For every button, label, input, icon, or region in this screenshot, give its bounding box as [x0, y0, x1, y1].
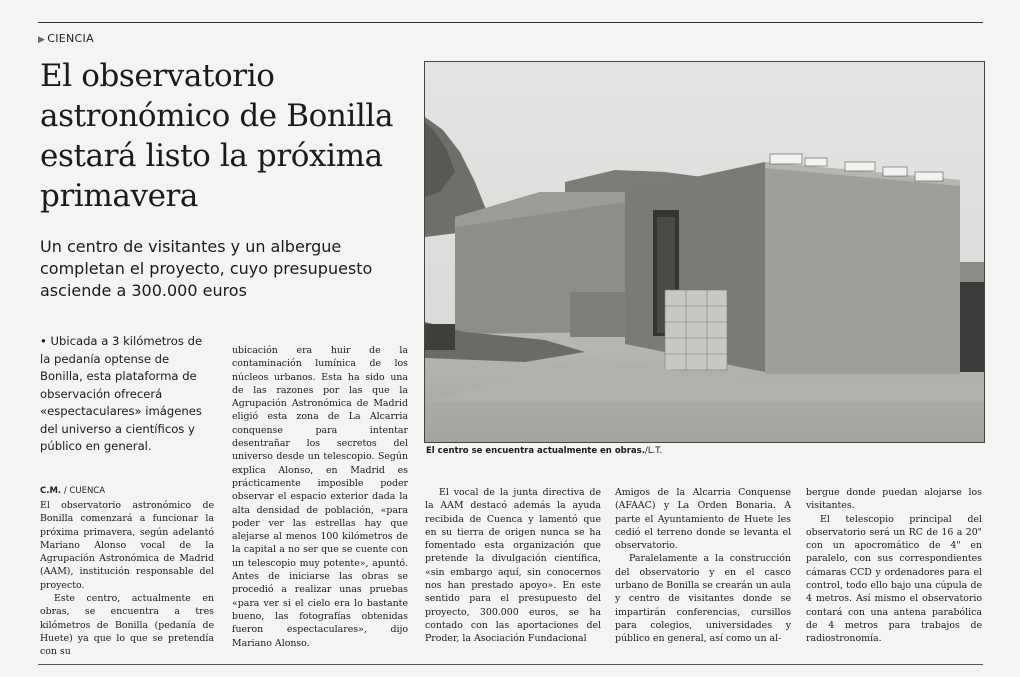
column-2-paragraph-1: ubicación era huir de la contaminación lumínica de los núcleos urbanos. Esta ha sido una de las razones por las que la Agrupación Astronómica de Madrid eligió esta zona de La Alcarria conquense para intentar desentrañar los secretos del universo desde un telescopio. Según explica Alonso, en Madrid es prácticamente imposible poder observar el espacio exterior dada la alta densidad de población, «para poder ver las estrellas hay que alejarse al menos 100 kilómetros de la capital a no ser que se cuente con un telescopio muy potente», apuntó. Antes de iniciarse las obras se procedió a realizar unas pruebas «para ver si el cielo era lo bastante bueno, las fotografías obtenidas fueron espectaculares», dijo Mariano Alonso. — [232, 345, 408, 649]
byline-location: / CUENCA — [63, 486, 106, 496]
byline — [40, 486, 105, 496]
article-column-2 — [232, 344, 408, 650]
photo-caption-text: El centro se encuentra actualmente en obras. — [426, 446, 645, 456]
vehicle-edge — [960, 282, 984, 372]
bottom-rule — [38, 664, 983, 665]
building-lower-block — [570, 292, 625, 337]
byline-author: C.M. — [40, 486, 62, 496]
building-photo-illustration — [425, 62, 984, 442]
photo-caption — [426, 446, 982, 456]
column-1-paragraph-1: El observatorio astronómico de Bonilla comenzará a funcionar la próxima primavera, según adelantó Mariano Alonso vocal de la Agrupación Astronómica de Madrid (AAM), institución responsable del proyecto. — [40, 500, 214, 591]
article-column-1 — [40, 499, 214, 659]
section-name: CIENCIA — [47, 32, 94, 45]
photo-credit: /L.T. — [644, 446, 663, 456]
building-photo — [424, 61, 985, 443]
headline: El observatorio astronómico de Bonilla estará listo la próxima primavera — [40, 58, 394, 214]
column-5-paragraph-2: El telescopio principal del observatorio será un RC de 16 a 20" con un apocromático de 4" en paralelo, con sus correspondientes cámaras CCD y ordenadores para el control, todo ello bajo una cúpula de 4 metros. Así mismo el observatorio contará con una antena parabólica de 4 metros para trabajos de radiostronomía. — [806, 513, 982, 645]
rubble-dark — [425, 324, 455, 350]
column-4-paragraph-2: Paralelamente a la construcción del observatorio y en el casco urbano de Bonilla se crearán un aula y centro de visitantes donde se impartirán conferencias, cursillos para colegios, universidades y público en general, así como un al- — [615, 553, 792, 645]
article-column-3 — [425, 486, 601, 646]
block-stack — [665, 290, 727, 370]
lead-summary: • Ubicada a 3 kilómetros de la pedanía optense de Bonilla, esta plataforma de observación ofrecerá «espectaculares» imágenes del universo a científicos y público en general. — [40, 334, 203, 453]
building-right-wall — [765, 162, 960, 374]
column-1-paragraph-2: Este centro, actualmente en obras, se encuentra a tres kilómetros de Bonilla (pedanía de Huete) ya que lo que se pretendía con su — [40, 593, 214, 658]
column-4-paragraph-1: Amigos de la Alcarria Conquense (AFAAC) y La Orden Bonaria. A parte el Ayuntamiento de Huete les cedió el terreno donde se levanta el observatorio. — [615, 487, 791, 552]
section-triangle-icon: ▶ — [38, 35, 46, 45]
column-3-paragraph-1: El vocal de la junta directiva de la AAM destacó además la ayuda recibida de Cuenca y lamentó que en su tierra de origen nunca se ha fomentado esta organización que pretende la divulgación científica, «sin embargo aquí, sin conocernos nos han prestado apoyo». En este sentido para el presupuesto del proyecto, 300.000 euros, se ha contado con las aportaciones del Proder, la Asociación Fundacional — [425, 487, 601, 645]
section-label — [38, 32, 94, 45]
top-rule — [38, 22, 983, 23]
column-5-paragraph-1: bergue donde puedan alojarse los visitantes. — [806, 487, 982, 512]
subheadline: Un centro de visitantes y un albergue completan el proyecto, cuyo presupuesto asciende a 300.000 euros — [40, 237, 373, 300]
article-column-4 — [615, 486, 791, 646]
article-column-5 — [806, 486, 982, 646]
